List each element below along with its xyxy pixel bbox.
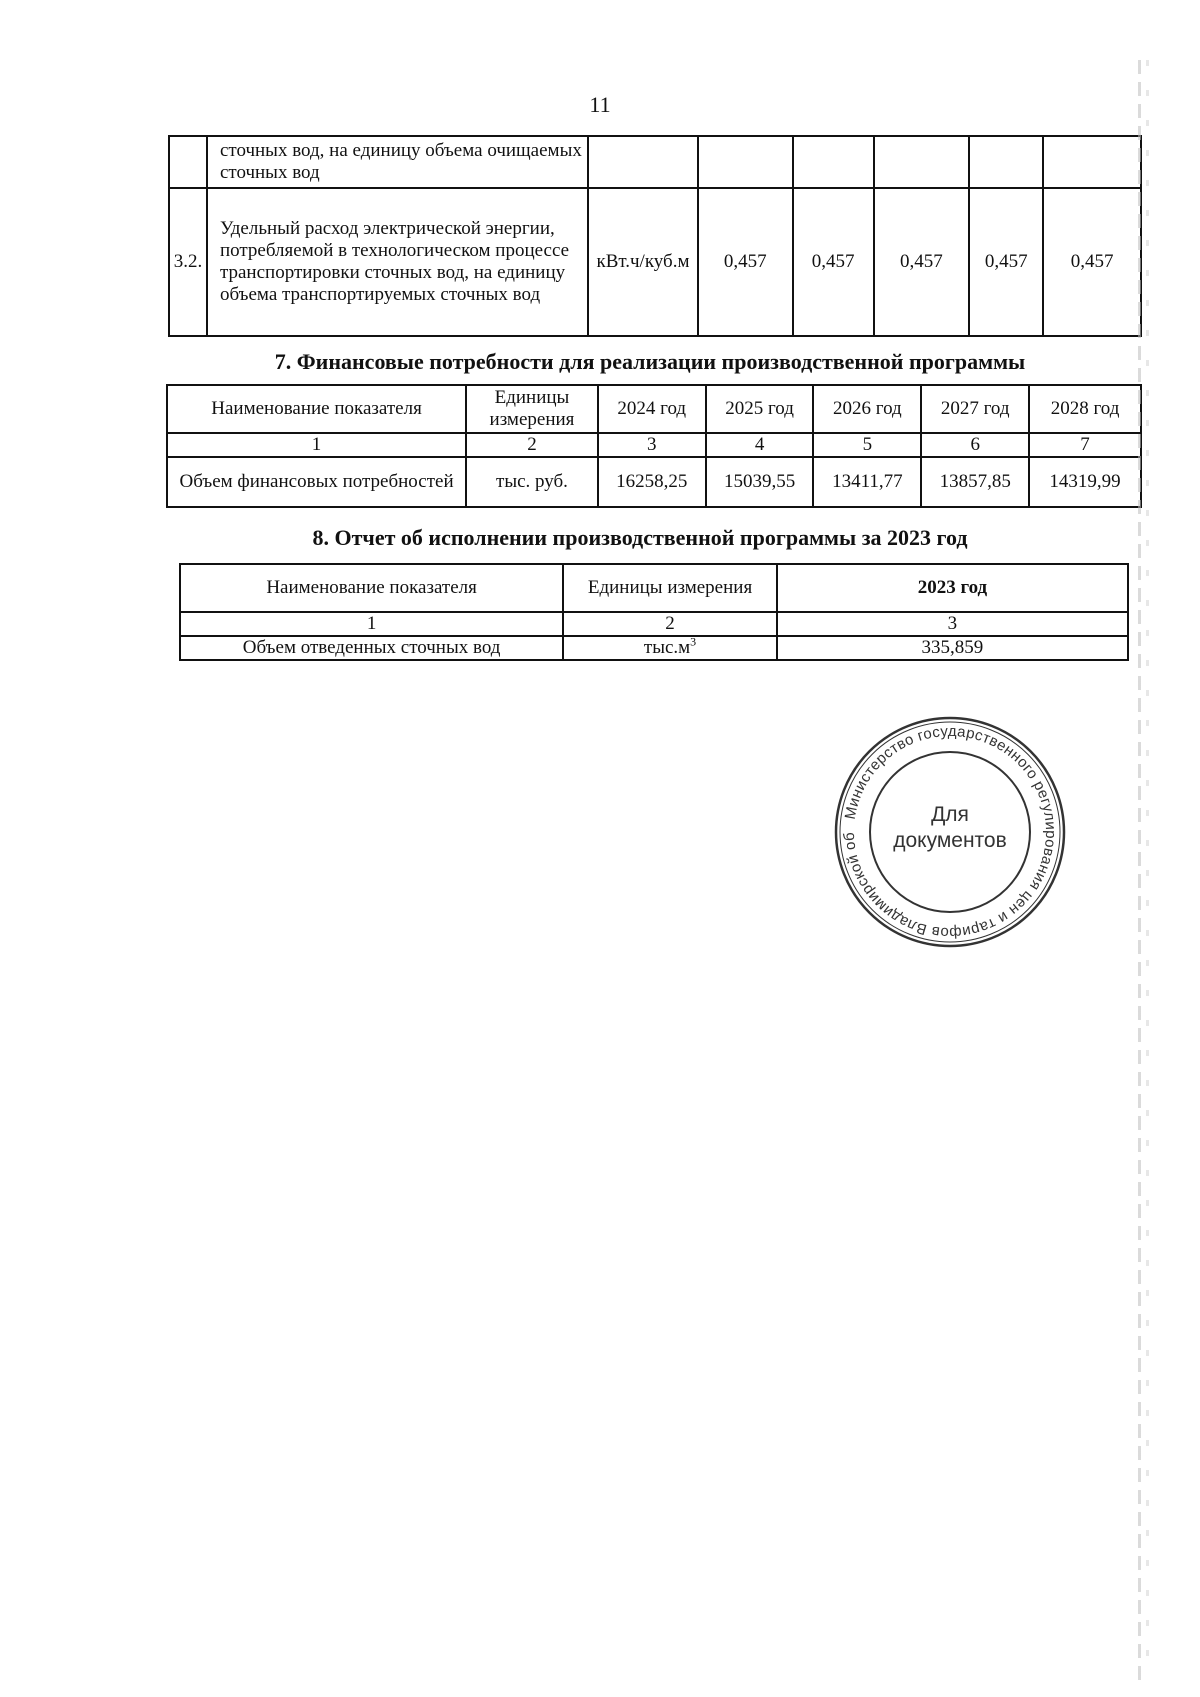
column-number-row	[167, 433, 1141, 457]
row-value: 0,457	[698, 188, 793, 336]
row-name: Объем финансовых потребностей	[167, 457, 466, 507]
column-number: 4	[706, 433, 814, 457]
row-description: Удельный расход электрической энергии, потребляемой в технологическом процессе транспортировки сточных вод, на единицу объема транспортируемых сточных вод	[207, 188, 588, 336]
column-header: Единицы измерения	[563, 564, 777, 612]
row-value: 13411,77	[813, 457, 921, 507]
stamp-center-text	[832, 802, 1068, 854]
indicators-table-continuation	[168, 135, 1142, 337]
column-number: 3	[777, 612, 1128, 636]
financial-needs-table	[166, 384, 1142, 508]
column-number: 3	[598, 433, 706, 457]
stamp-ring-text: Министерство государственного регулирования цен и тарифов Владимирской об	[840, 722, 1060, 942]
column-number-row	[180, 612, 1128, 636]
row-value: 15039,55	[706, 457, 814, 507]
page-number: 11	[589, 92, 611, 117]
stamp-center-line: Для	[931, 803, 969, 826]
column-number: 5	[813, 433, 921, 457]
column-header: Наименование показателя	[180, 564, 563, 612]
row-index	[169, 136, 207, 188]
column-header: Наименование показателя	[167, 385, 466, 433]
row-value	[793, 136, 874, 188]
table-row	[169, 188, 1141, 336]
row-unit-cell	[563, 636, 777, 660]
column-number: 1	[167, 433, 466, 457]
row-unit	[588, 136, 698, 188]
official-stamp	[832, 714, 1068, 950]
row-value: 0,457	[874, 188, 970, 336]
table-header-row	[167, 385, 1141, 433]
program-report-table	[179, 563, 1129, 661]
column-number: 2	[563, 612, 777, 636]
column-header: 2028 год	[1029, 385, 1141, 433]
column-number: 6	[921, 433, 1029, 457]
column-header: 2027 год	[921, 385, 1029, 433]
row-description: сточных вод, на единицу объема очищаемых сточных вод	[207, 136, 588, 188]
section-8-title: 8. Отчет об исполнении производственной программы за 2023 год	[312, 525, 968, 550]
column-header: 2023 год	[777, 564, 1128, 612]
row-value	[698, 136, 793, 188]
row-name: Объем отведенных сточных вод	[180, 636, 563, 660]
table-row	[169, 136, 1141, 188]
column-number: 2	[466, 433, 598, 457]
row-value: 335,859	[777, 636, 1128, 660]
row-value	[1043, 136, 1141, 188]
row-unit-superscript: 3	[690, 634, 697, 649]
row-unit: тыс. руб.	[466, 457, 598, 507]
row-value	[969, 136, 1043, 188]
table-row	[180, 636, 1128, 660]
table-header-row	[180, 564, 1128, 612]
row-value: 0,457	[1043, 188, 1141, 336]
column-header: 2025 год	[706, 385, 814, 433]
row-value: 13857,85	[921, 457, 1029, 507]
row-value: 14319,99	[1029, 457, 1141, 507]
column-number: 7	[1029, 433, 1141, 457]
section-7-title: 7. Финансовые потребности для реализации производственной программы	[274, 349, 1026, 374]
column-header: 2026 год	[813, 385, 921, 433]
column-header: Единицы измерения	[466, 385, 598, 433]
table-row	[167, 457, 1141, 507]
scan-edge-artifact	[1138, 60, 1141, 1680]
scan-edge-artifact	[1146, 60, 1149, 1680]
row-value: 16258,25	[598, 457, 706, 507]
column-number: 1	[180, 612, 563, 636]
row-index: 3.2.	[169, 188, 207, 336]
row-value	[874, 136, 970, 188]
row-value: 0,457	[793, 188, 874, 336]
row-unit: тыс.м	[643, 637, 691, 658]
column-header: 2024 год	[598, 385, 706, 433]
row-value: 0,457	[969, 188, 1043, 336]
stamp-center-line: документов	[893, 829, 1007, 852]
row-unit: кВт.ч/куб.м	[588, 188, 698, 336]
